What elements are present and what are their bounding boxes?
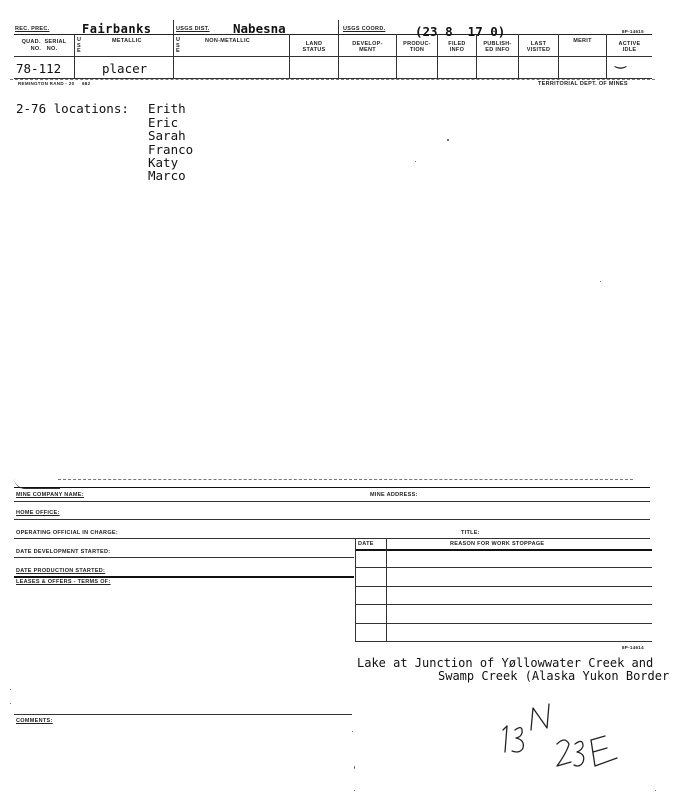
mine-company-label: MINE COMPANY NAME: bbox=[16, 492, 84, 498]
rec-prec-value: Fairbanks bbox=[82, 22, 152, 36]
scan-speck bbox=[352, 731, 353, 732]
lower-top-rule bbox=[14, 487, 650, 488]
col-sep-1 bbox=[74, 34, 75, 78]
use-label-nonmetallic: U S E bbox=[176, 37, 181, 54]
scan-speck bbox=[415, 161, 416, 162]
stoppage-row-2 bbox=[355, 586, 652, 587]
rec-prec-label: REC. PREC. bbox=[15, 26, 50, 32]
stoppage-row-4 bbox=[355, 623, 652, 624]
locations-label: 2-76 locations: bbox=[16, 101, 129, 116]
scan-speck bbox=[447, 139, 449, 141]
remington-label: REMINGTON RAND - 20 bbox=[18, 81, 75, 86]
scan-speck bbox=[10, 689, 11, 690]
reason-header: REASON FOR WORK STOPPAGE bbox=[450, 541, 545, 547]
usgs-coord-label: USGS COORD. bbox=[343, 26, 386, 32]
active-idle-header: ACTIVE IDLE bbox=[618, 41, 641, 53]
active-idle-mark: ) bbox=[612, 63, 628, 72]
scan-speck bbox=[655, 790, 656, 791]
form-number-lower: 8P-14614 bbox=[622, 645, 644, 650]
comments-label: COMMENTS: bbox=[16, 718, 53, 724]
lower-dashed-top bbox=[58, 479, 633, 480]
scan-speck bbox=[354, 766, 355, 769]
land-status-header: LAND STATUS bbox=[302, 41, 326, 53]
published-info-header: PUBLISH- ED INFO bbox=[483, 41, 512, 53]
leases-label: LEASES & OFFERS - TERMS OF: bbox=[16, 579, 111, 585]
location-item: Katy bbox=[148, 155, 179, 170]
location-item: Sarah bbox=[148, 128, 186, 143]
dev-started-rule bbox=[14, 557, 354, 558]
quad-serial-label: QUAD. SERIAL NO. NO. bbox=[21, 39, 67, 52]
company-rule bbox=[14, 501, 650, 502]
territorial-dept-label: TERRITORIAL DEPT. OF MINES bbox=[538, 81, 628, 87]
operating-official-label: OPERATING OFFICIAL IN CHARGE: bbox=[16, 530, 118, 536]
col-sep-2 bbox=[173, 20, 174, 78]
home-office-rule bbox=[14, 519, 650, 520]
last-visited-header: LAST VISITED bbox=[526, 41, 551, 53]
merit-header: MERIT bbox=[573, 38, 592, 44]
location-item: Marco bbox=[148, 168, 186, 183]
location-item: Franco bbox=[148, 142, 194, 157]
date-col-sep bbox=[386, 538, 387, 642]
scan-speck bbox=[600, 281, 601, 282]
non-metallic-header: NON-METALLIC bbox=[205, 38, 251, 44]
prod-started-rule bbox=[14, 576, 354, 578]
handwritten-grid-notation bbox=[495, 700, 635, 778]
dev-started-label: DATE DEVELOPMENT STARTED: bbox=[16, 549, 111, 555]
production-header: PRODUC- TION bbox=[403, 41, 431, 53]
usgs-dist-label: USGS DIST. bbox=[176, 26, 210, 32]
filed-info-header: FILED INFO bbox=[448, 41, 466, 53]
usgs-coord-value: (23 8 17 0) bbox=[415, 24, 506, 39]
mine-address-label: MINE ADDRESS: bbox=[370, 492, 418, 498]
tear-dashes bbox=[10, 79, 655, 80]
metallic-value: placer bbox=[102, 61, 148, 76]
header-mid-rule bbox=[14, 56, 652, 57]
prod-started-label: DATE PRODUCTION STARTED: bbox=[16, 568, 106, 574]
usgs-dist-value: Nabesna bbox=[233, 21, 286, 36]
official-rule bbox=[14, 538, 650, 539]
stoppage-row-1 bbox=[355, 567, 652, 568]
location-note-line-2: Swamp Creek (Alaska Yukon Border bbox=[438, 669, 670, 683]
table-left-border bbox=[355, 538, 356, 642]
remington-code: 682 bbox=[82, 81, 91, 86]
scan-speck bbox=[354, 790, 355, 791]
date-header: DATE bbox=[358, 541, 374, 547]
stoppage-row-3 bbox=[355, 604, 652, 605]
form-number: 8P-14615 bbox=[622, 29, 644, 34]
development-header: DEVELOP- MENT bbox=[352, 41, 383, 53]
location-item: Erith bbox=[148, 101, 186, 116]
location-item: Eric bbox=[148, 115, 179, 130]
comments-top-rule bbox=[14, 714, 352, 715]
lower-curve-left bbox=[14, 478, 60, 489]
scan-speck bbox=[10, 703, 11, 704]
title-label: TITLE: bbox=[461, 530, 480, 536]
metallic-header: METALLIC bbox=[112, 38, 142, 44]
use-label-metallic: U S E bbox=[77, 37, 82, 54]
quad-serial-value: 78-112 bbox=[16, 61, 62, 76]
location-note-line-1: Lake at Junction of Yøllowwater Creek and bbox=[357, 656, 654, 670]
home-office-label: HOME OFFICE: bbox=[16, 510, 60, 516]
date-header-rule bbox=[355, 549, 652, 551]
stoppage-row-5 bbox=[355, 641, 652, 642]
